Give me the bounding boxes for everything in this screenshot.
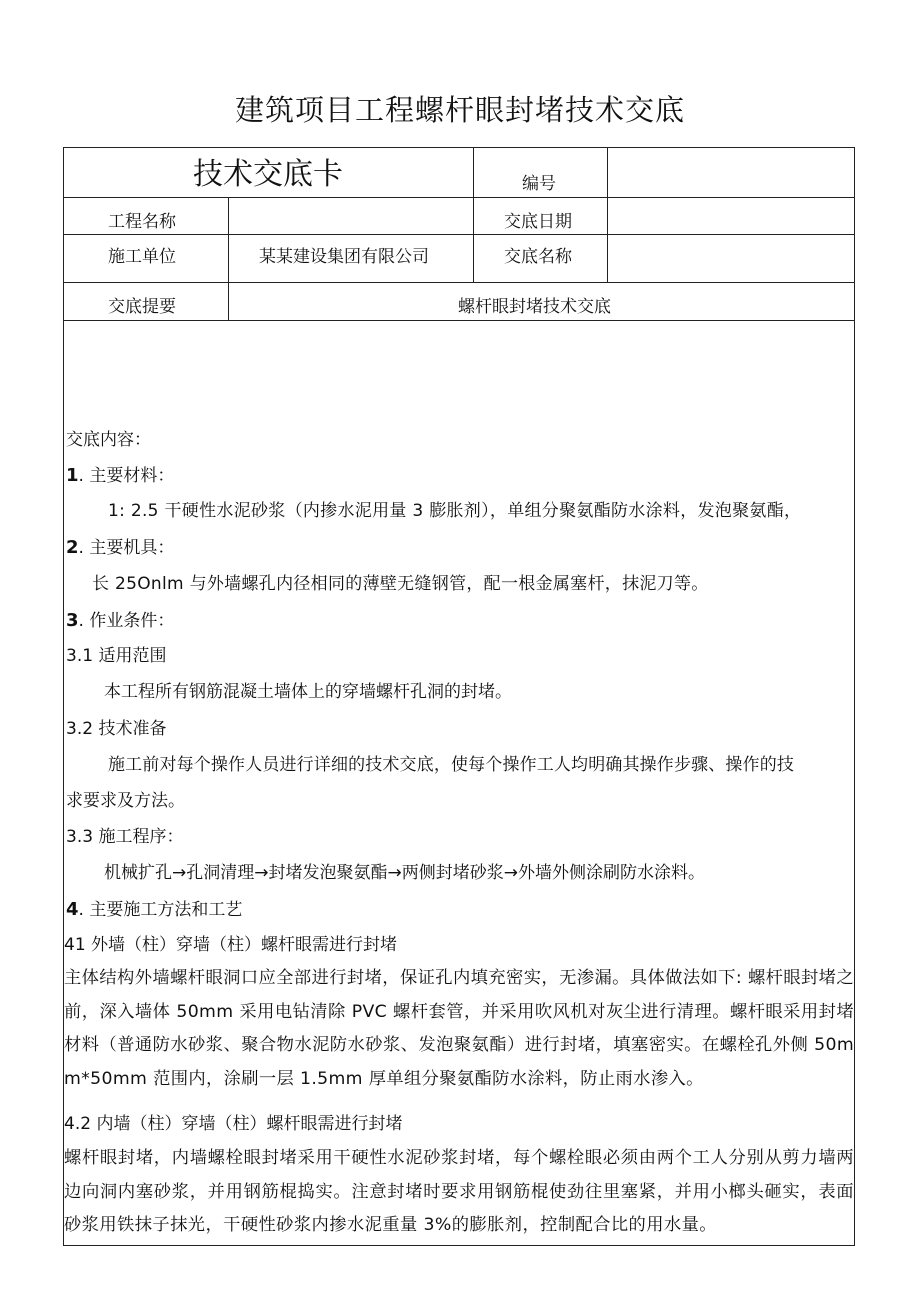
section-4-title: . 主要施工方法和工艺 [78, 900, 243, 920]
card-title: 技术交底卡 [193, 157, 343, 192]
table-row-divider [63, 282, 855, 283]
section-4-number: 4 [66, 899, 79, 920]
document-title: 建筑项目工程螺杆眼封堵技术交底 [234, 93, 685, 127]
section-1-text: 1: 2.5 干硬性水泥砂浆（内掺水泥用量 3 膨胀剂），单组分聚氨酯防水涂料，发泡聚氨酯， [108, 501, 802, 521]
section-2-text: 长 25Onlm 与外墙螺孔内径相同的薄壁无缝钢管，配一根金属塞杆，抹泥刀等。 [92, 574, 709, 594]
disclosure-name-label: 交底名称 [504, 247, 572, 267]
section-4-2-text: 螺杆眼封堵，内墙螺栓眼封堵采用干硬性水泥砂浆封堵，每个螺栓眼必须由两个工人分别从剪力墙两边向洞内塞砂浆，并用钢筋棍捣实。注意封堵时要求用钢筋棍使劲往里塞紧，并用小榔头砸实，表面砂浆用铁抹子抹光，干硬性砂浆内掺水泥重量 3%的膨胀剂，控制配合比的用水量。 [64, 1148, 854, 1236]
section-4-heading [66, 901, 242, 919]
section-1-heading [66, 467, 174, 485]
table-border-right [854, 147, 855, 1246]
contractor-label: 施工单位 [108, 247, 176, 267]
section-3-number: 3 [66, 610, 79, 631]
summary-label: 交底提要 [108, 297, 176, 317]
section-4-1-text: 主体结构外墙螺杆眼洞口应全部进行封堵，保证孔内填充密实，无渗漏。具体做法如下: 螺杆眼封堵之前，深入墙体 50mm 采用电钻清除 PVC 螺杆套管，并采用吹风机对灰尘进行清理。螺杆眼采用封堵材料（普通防水砂浆、聚合物水泥防水砂浆、发泡聚氨酯）进行封堵，填塞密实。在螺栓孔外侧 50mm*50mm 范围内，涂刷一层 1.5mm 厚单组分聚氨酯防水涂料，防止雨水渗入。 [64, 968, 854, 1089]
summary-value: 螺杆眼封堵技术交底 [458, 297, 611, 317]
section-3-3-title: 3.3 施工程序： [66, 827, 184, 847]
contractor-value: 某某建设集团有限公司 [259, 247, 429, 267]
section-3-2-text-line1: 施工前对每个操作人员进行详细的技术交底，使每个操作工人均明确其操作步骤、操作的技 [108, 755, 794, 775]
section-3-1-text: 本工程所有钢筋混凝土墙体上的穿墙螺杆孔洞的封堵。 [104, 682, 512, 702]
date-label: 交底日期 [504, 212, 572, 232]
table-col-divider [473, 147, 474, 283]
content-heading: 交底内容： [66, 430, 151, 450]
table-border-bottom [63, 1245, 855, 1246]
section-2-title: . 主要机具： [78, 538, 175, 558]
section-4-2-title: 4.2 内墙（柱）穿墙（柱）螺杆眼需进行封堵 [64, 1114, 403, 1134]
table-col-divider [607, 147, 608, 283]
table-row-divider [63, 320, 855, 321]
section-3-2-text-line2: 求要求及方法。 [66, 791, 185, 811]
project-name-label: 工程名称 [108, 212, 176, 232]
section-3-heading [66, 612, 174, 630]
section-4-1-title: 41 外墙（柱）穿墙（柱）螺杆眼需进行封堵 [64, 935, 398, 955]
table-col-divider [228, 197, 229, 321]
section-1-title: . 主要材料： [78, 466, 175, 486]
table-row-divider [63, 234, 855, 235]
table-row-divider [63, 197, 855, 198]
table-border-top [63, 147, 855, 148]
section-3-title: . 作业条件： [78, 611, 175, 631]
section-1-number: 1 [66, 465, 79, 486]
section-3-1-title: 3.1 适用范围 [66, 646, 167, 666]
section-2-heading [66, 539, 174, 557]
section-3-3-text: 机械扩孔→孔洞清理→封堵发泡聚氨酯→两侧封堵砂浆→外墙外侧涂刷防水涂料。 [104, 863, 705, 883]
section-3-2-title: 3.2 技术准备 [66, 719, 167, 739]
section-2-number: 2 [66, 537, 79, 558]
number-label: 编号 [522, 174, 556, 194]
